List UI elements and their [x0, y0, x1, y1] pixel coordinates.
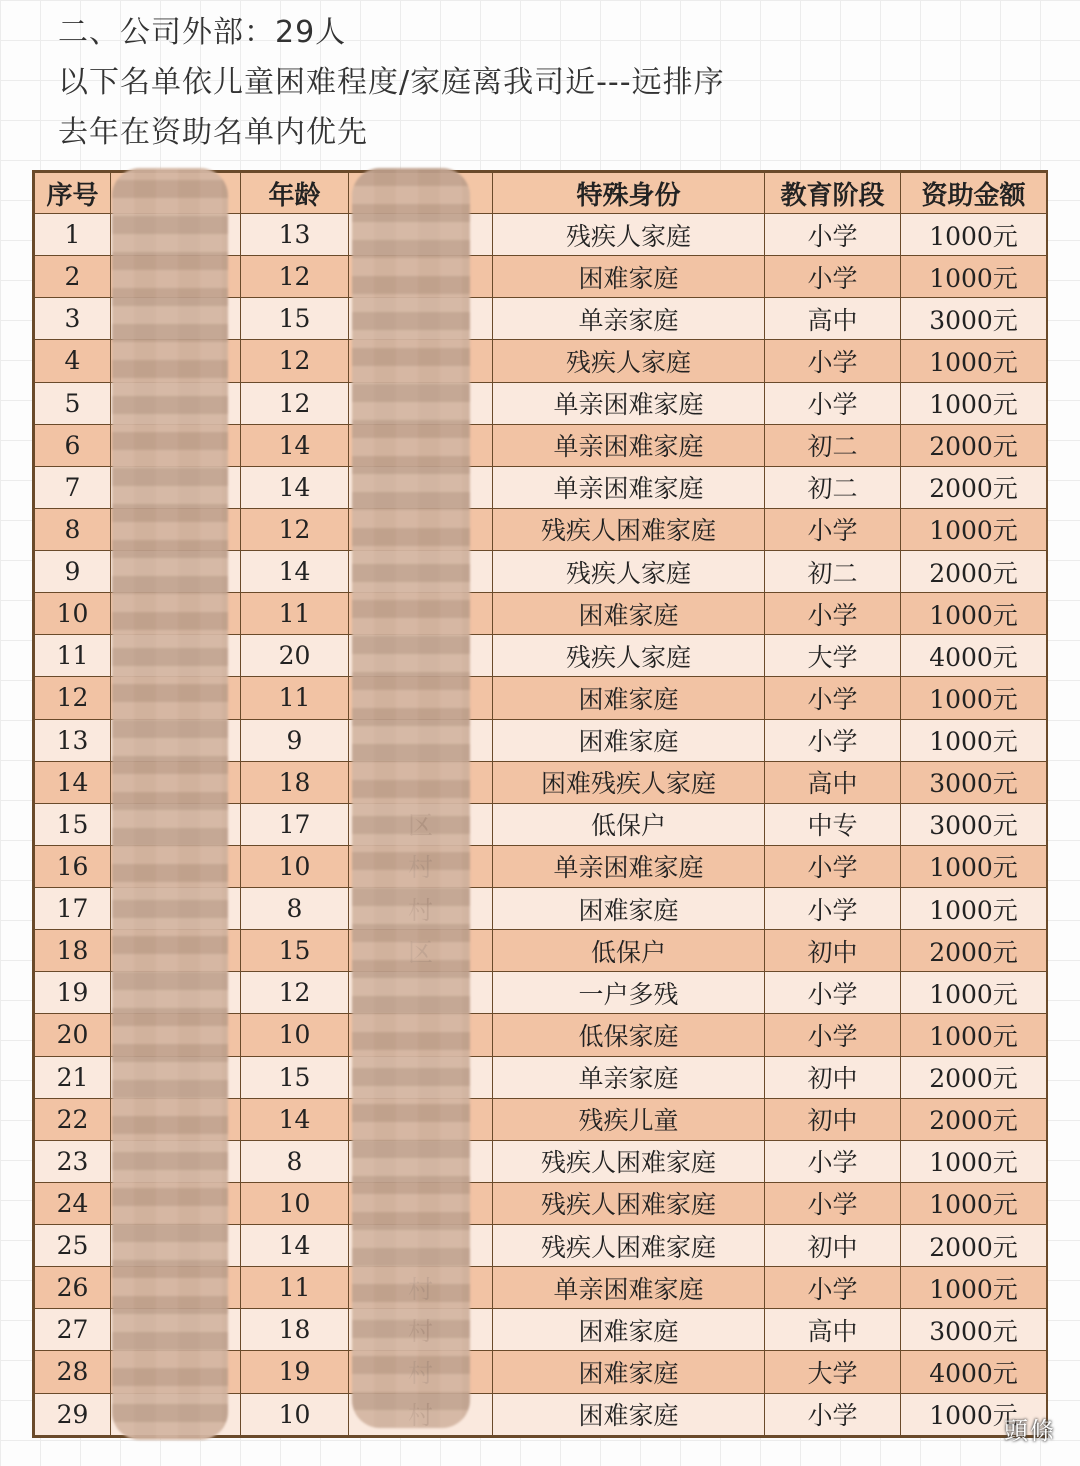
cell-age: 14 — [241, 1225, 349, 1267]
cell-index: 3 — [35, 298, 111, 340]
cell-age: 12 — [241, 972, 349, 1014]
cell-education: 大学 — [765, 1351, 901, 1393]
cell-education: 中专 — [765, 803, 901, 845]
cell-education: 小学 — [765, 593, 901, 635]
cell-amount: 1000元 — [901, 214, 1047, 256]
cell-age: 12 — [241, 508, 349, 550]
cell-age: 18 — [241, 761, 349, 803]
cell-amount: 1000元 — [901, 256, 1047, 298]
cell-amount: 1000元 — [901, 677, 1047, 719]
cell-education: 小学 — [765, 508, 901, 550]
cell-education: 初二 — [765, 466, 901, 508]
cell-age: 8 — [241, 888, 349, 930]
cell-status: 一户多残 — [493, 972, 765, 1014]
cell-index: 29 — [35, 1393, 111, 1436]
cell-age: 15 — [241, 298, 349, 340]
cell-status: 困难残疾人家庭 — [493, 761, 765, 803]
cell-index: 18 — [35, 930, 111, 972]
cell-index: 16 — [35, 845, 111, 887]
cell-index: 8 — [35, 508, 111, 550]
cell-amount: 2000元 — [901, 930, 1047, 972]
cell-status: 困难家庭 — [493, 1393, 765, 1436]
cell-index: 25 — [35, 1225, 111, 1267]
cell-amount: 4000元 — [901, 1351, 1047, 1393]
cell-status: 残疾人家庭 — [493, 340, 765, 382]
cell-index: 12 — [35, 677, 111, 719]
cell-education: 初二 — [765, 424, 901, 466]
cell-age: 17 — [241, 803, 349, 845]
cell-status: 单亲家庭 — [493, 1056, 765, 1098]
cell-education: 小学 — [765, 888, 901, 930]
cell-education: 初中 — [765, 1225, 901, 1267]
cell-amount: 3000元 — [901, 761, 1047, 803]
cell-status: 单亲困难家庭 — [493, 382, 765, 424]
cell-amount: 1000元 — [901, 972, 1047, 1014]
cell-amount: 1000元 — [901, 1393, 1047, 1436]
cell-status: 残疾人家庭 — [493, 551, 765, 593]
cell-age: 11 — [241, 593, 349, 635]
cell-amount: 1000元 — [901, 382, 1047, 424]
cell-age: 19 — [241, 1351, 349, 1393]
cell-age: 10 — [241, 1393, 349, 1436]
cell-index: 24 — [35, 1182, 111, 1224]
cell-age: 20 — [241, 635, 349, 677]
cell-education: 高中 — [765, 1309, 901, 1351]
cell-index: 20 — [35, 1014, 111, 1056]
cell-education: 初中 — [765, 930, 901, 972]
cell-status: 困难家庭 — [493, 256, 765, 298]
cell-status: 残疾人困难家庭 — [493, 1182, 765, 1224]
cell-status: 残疾儿童 — [493, 1098, 765, 1140]
cell-age: 8 — [241, 1140, 349, 1182]
cell-index: 26 — [35, 1267, 111, 1309]
cell-amount: 1000元 — [901, 508, 1047, 550]
cell-status: 单亲家庭 — [493, 298, 765, 340]
cell-education: 小学 — [765, 214, 901, 256]
cell-index: 23 — [35, 1140, 111, 1182]
cell-index: 19 — [35, 972, 111, 1014]
cell-education: 初中 — [765, 1098, 901, 1140]
cell-status: 困难家庭 — [493, 1309, 765, 1351]
cell-age: 15 — [241, 1056, 349, 1098]
cell-status: 低保家庭 — [493, 1014, 765, 1056]
cell-status: 困难家庭 — [493, 888, 765, 930]
cell-age: 9 — [241, 719, 349, 761]
cell-education: 小学 — [765, 256, 901, 298]
cell-amount: 1000元 — [901, 593, 1047, 635]
cell-amount: 2000元 — [901, 1225, 1047, 1267]
watermark-logo: 頭條 — [1004, 1417, 1056, 1445]
cell-age: 14 — [241, 466, 349, 508]
cell-status: 困难家庭 — [493, 677, 765, 719]
pixelated-redaction-location — [352, 168, 470, 1428]
cell-age: 11 — [241, 1267, 349, 1309]
cell-amount: 2000元 — [901, 1056, 1047, 1098]
cell-age: 14 — [241, 551, 349, 593]
cell-amount: 2000元 — [901, 551, 1047, 593]
cell-status: 单亲困难家庭 — [493, 466, 765, 508]
cell-index: 10 — [35, 593, 111, 635]
cell-amount: 1000元 — [901, 1267, 1047, 1309]
cell-index: 14 — [35, 761, 111, 803]
cell-education: 小学 — [765, 1182, 901, 1224]
cell-education: 小学 — [765, 1140, 901, 1182]
cell-status: 困难家庭 — [493, 719, 765, 761]
cell-status: 残疾人困难家庭 — [493, 1225, 765, 1267]
cell-age: 10 — [241, 845, 349, 887]
cell-status: 单亲困难家庭 — [493, 1267, 765, 1309]
cell-amount: 3000元 — [901, 803, 1047, 845]
column-header-age: 年龄 — [241, 173, 349, 214]
cell-education: 高中 — [765, 761, 901, 803]
cell-amount: 2000元 — [901, 1098, 1047, 1140]
cell-age: 15 — [241, 930, 349, 972]
cell-amount: 2000元 — [901, 466, 1047, 508]
cell-age: 12 — [241, 382, 349, 424]
cell-amount: 1000元 — [901, 1140, 1047, 1182]
column-header-index: 序号 — [35, 173, 111, 214]
cell-education: 小学 — [765, 1393, 901, 1436]
cell-index: 17 — [35, 888, 111, 930]
cell-index: 4 — [35, 340, 111, 382]
header-line-2: 以下名单依儿童困难程度/家庭离我司近---远排序 — [58, 65, 725, 100]
cell-amount: 4000元 — [901, 635, 1047, 677]
cell-amount: 1000元 — [901, 719, 1047, 761]
cell-status: 单亲困难家庭 — [493, 845, 765, 887]
column-header-amount: 资助金额 — [901, 173, 1047, 214]
cell-status: 单亲困难家庭 — [493, 424, 765, 466]
cell-index: 22 — [35, 1098, 111, 1140]
column-header-status: 特殊身份 — [493, 173, 765, 214]
cell-education: 小学 — [765, 340, 901, 382]
cell-education: 小学 — [765, 845, 901, 887]
cell-status: 残疾人困难家庭 — [493, 1140, 765, 1182]
cell-education: 小学 — [765, 677, 901, 719]
cell-age: 10 — [241, 1014, 349, 1056]
cell-age: 12 — [241, 256, 349, 298]
pixelated-redaction-name — [112, 168, 228, 1440]
cell-index: 11 — [35, 635, 111, 677]
cell-education: 小学 — [765, 1014, 901, 1056]
column-header-education: 教育阶段 — [765, 173, 901, 214]
cell-education: 小学 — [765, 972, 901, 1014]
cell-age: 14 — [241, 424, 349, 466]
cell-education: 大学 — [765, 635, 901, 677]
cell-age: 12 — [241, 340, 349, 382]
header-text — [58, 8, 725, 158]
cell-amount: 1000元 — [901, 340, 1047, 382]
cell-index: 9 — [35, 551, 111, 593]
cell-index: 21 — [35, 1056, 111, 1098]
cell-index: 1 — [35, 214, 111, 256]
cell-age: 14 — [241, 1098, 349, 1140]
cell-amount: 3000元 — [901, 1309, 1047, 1351]
cell-education: 初中 — [765, 1056, 901, 1098]
cell-amount: 1000元 — [901, 888, 1047, 930]
cell-index: 13 — [35, 719, 111, 761]
cell-education: 高中 — [765, 298, 901, 340]
cell-status: 残疾人家庭 — [493, 214, 765, 256]
cell-index: 6 — [35, 424, 111, 466]
cell-education: 小学 — [765, 382, 901, 424]
cell-index: 2 — [35, 256, 111, 298]
cell-education: 小学 — [765, 1267, 901, 1309]
cell-status: 困难家庭 — [493, 593, 765, 635]
header-line-3: 去年在资助名单内优先 — [58, 115, 368, 150]
header-line-1: 二、公司外部：29人 — [58, 15, 347, 50]
cell-age: 18 — [241, 1309, 349, 1351]
cell-education: 小学 — [765, 719, 901, 761]
cell-education: 初二 — [765, 551, 901, 593]
cell-amount: 1000元 — [901, 1182, 1047, 1224]
cell-status: 残疾人家庭 — [493, 635, 765, 677]
cell-index: 27 — [35, 1309, 111, 1351]
cell-status: 残疾人困难家庭 — [493, 508, 765, 550]
cell-amount: 2000元 — [901, 424, 1047, 466]
cell-amount: 1000元 — [901, 1014, 1047, 1056]
cell-amount: 1000元 — [901, 845, 1047, 887]
cell-index: 7 — [35, 466, 111, 508]
cell-age: 10 — [241, 1182, 349, 1224]
cell-status: 困难家庭 — [493, 1351, 765, 1393]
cell-age: 13 — [241, 214, 349, 256]
cell-age: 11 — [241, 677, 349, 719]
cell-status: 低保户 — [493, 803, 765, 845]
cell-index: 5 — [35, 382, 111, 424]
cell-index: 15 — [35, 803, 111, 845]
cell-amount: 3000元 — [901, 298, 1047, 340]
cell-status: 低保户 — [493, 930, 765, 972]
cell-index: 28 — [35, 1351, 111, 1393]
